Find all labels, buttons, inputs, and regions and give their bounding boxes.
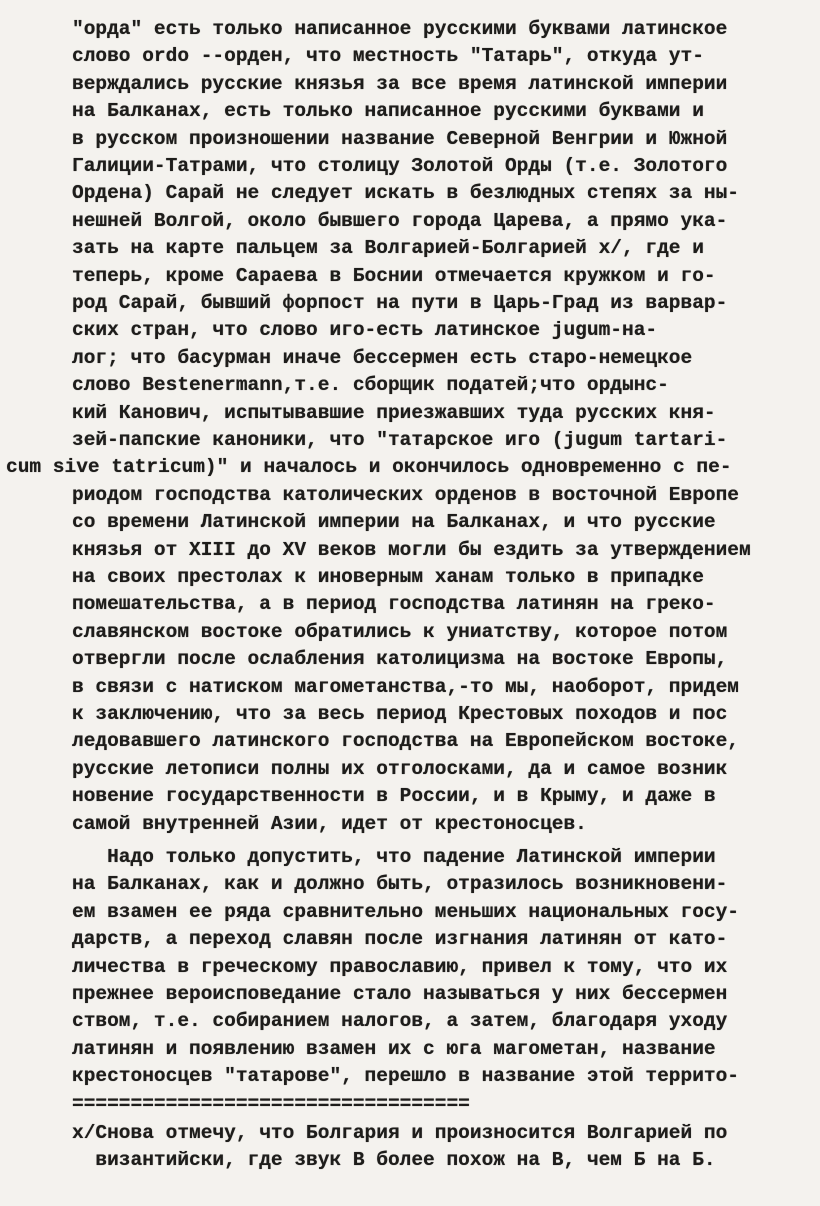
text-line: помешательства, а в период господства латинян на греко- xyxy=(72,593,716,616)
text-line: род Сарай, бывший форпост на пути в Царь-Град из варвар- xyxy=(72,292,728,314)
text-line: Надо только допустить, что падение Латинской империи xyxy=(72,846,716,868)
text-line: зей-папские каноники, что "татарское иго (jugum tartari- xyxy=(72,429,728,451)
text-line: со времени Латинской империи на Балканах, и что русские xyxy=(72,511,716,534)
text-line: лог; что басурман иначе бессермен есть старо-немецкое xyxy=(72,346,693,369)
text-line: "орда" есть только написанное русскими буквами латинское xyxy=(72,18,728,40)
text-line: личества в греческому православию, привел к тому, что их xyxy=(72,955,728,978)
text-line: слово Bestenermann,т.е. сборщик податей;что ордынс- xyxy=(72,374,669,397)
text-line: теперь, кроме Сараева в Боснии отмечается кружком и го- xyxy=(72,264,716,287)
footnote-line: x/Снова отмечу, что Болгария и произносится Волгарией по xyxy=(72,1122,728,1144)
footnote-line: византийски, где звук В более похож на В, чем Б на Б. xyxy=(72,1149,716,1172)
text-line: верждались русские князья за все время латинской империи xyxy=(72,72,728,95)
text-line: на своих престолах к иноверным ханам только в припадке xyxy=(72,566,704,588)
text-line: кий Канович, испытывавшие приезжавших туда русских кня- xyxy=(72,401,716,424)
text-line: в русском произношении название Северной Венгрии и Южной xyxy=(72,127,728,150)
text-line: русские летописи полны их отголосками, да и самое возник xyxy=(72,757,728,780)
text-line: князья от XIII до XV веков могли бы ездить за утверждением xyxy=(72,538,751,561)
text-line: зать на карте пальцем за Волгарией-Болгарией x/, где и xyxy=(72,237,704,260)
text-line: ледовавшего латинского господства на Европейском востоке, xyxy=(72,730,740,753)
text-line: Галиции-Татрами, что столицу Золотой Орды (т.е. Золотого xyxy=(72,155,728,177)
text-line: на Балканах, есть только написанное русскими буквами и xyxy=(72,100,704,123)
text-line: cum sive tatricum)" и началось и окончилось одновременно с пе- xyxy=(6,456,732,479)
text-line: к заключению, что за весь период Крестовых походов и пос xyxy=(72,703,728,725)
text-line: ем взамен ее ряда сравнительно меньших национальных госу- xyxy=(72,900,740,923)
text-line: риодом господства католических орденов в восточной Европе xyxy=(72,483,740,506)
footnote-separator: ================================== xyxy=(72,1092,470,1115)
text-line: ством, т.е. собиранием налогов, а затем, благодаря уходу xyxy=(72,1010,728,1033)
text-line: отвергли после ослабления католицизма на востоке Европы, xyxy=(72,648,728,671)
text-line: самой внутренней Азии, идет от крестоносцев. xyxy=(72,812,587,835)
text-line: крестоносцев "татарове", перешло в название этой террито- xyxy=(72,1065,740,1088)
text-line: дарств, а переход славян после изгнания латинян от като- xyxy=(72,928,728,951)
text-line: прежнее вероисповедание стало называться у них бессермен xyxy=(72,983,728,1005)
text-line: в связи с натиском магометанства,-то мы, наоборот, придем xyxy=(72,675,740,698)
text-line: новение государственности в России, и в Крыму, и даже в xyxy=(72,785,716,808)
text-line: ских стран, что слово иго-есть латинское jugum-на- xyxy=(72,319,658,342)
text-line: нешней Волгой, около бывшего города Царева, а прямо ука- xyxy=(72,209,728,232)
text-line: Ордена) Сарай не следует искать в безлюдных степях за ны- xyxy=(72,182,740,205)
text-line: славянском востоке обратились к униатству, которое потом xyxy=(72,620,728,643)
text-line: латинян и появлению взамен их с юга магометан, название xyxy=(72,1037,716,1060)
text-line: на Балканах, как и должно быть, отразилось возникновени- xyxy=(72,873,728,896)
text-line: слово ordo --орден, что местность "Татарь", откуда ут- xyxy=(72,45,704,68)
